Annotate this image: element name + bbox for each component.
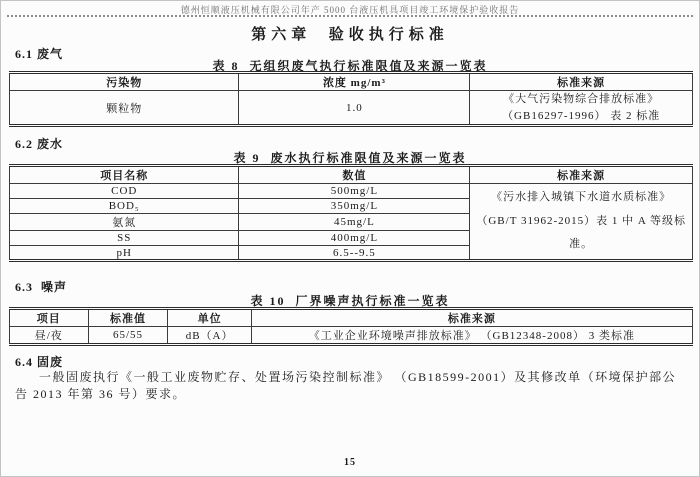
table-row [10,91,693,126]
cell-standard-source: 《大气污染物综合排放标准》 （GB16297-1996） 表 2 标准 [470,91,693,126]
table-header-row [10,73,693,91]
col-header-unit: 单位 [168,309,251,327]
cell-item: 氨氮 [10,214,239,231]
cell-item: pH [10,246,239,261]
table-row [10,184,693,199]
noise-standard-table [9,307,693,346]
section-heading-waste-water: 6.2 废水 [15,137,64,151]
cell-value: 500mg/L [239,184,470,199]
cell-item: SS [10,231,239,246]
col-header-standard-source: 标准来源 [470,166,693,184]
section-heading-noise: 6.3 噪声 [15,280,68,294]
cell-pollutant: 颗粒物 [10,91,239,126]
chapter-title: 第六章 验收执行标准 [251,27,449,43]
page-number: 15 [344,457,356,468]
document-header: 德州恒顺液压机械有限公司年产 5000 台液压机具项目竣工环境保护验收报告 [180,5,520,15]
cell-item: COD [10,184,239,199]
col-header-value: 数值 [239,166,470,184]
col-header-concentration: 浓度 mg/m³ [239,73,470,91]
cell-unit: dB（A） [168,327,251,345]
table-header-row [10,166,693,184]
table-header-row [10,309,693,327]
waste-gas-standard-table [9,71,693,127]
col-header-pollutant: 污染物 [10,73,239,91]
cell-value: 400mg/L [239,231,470,246]
col-header-item: 项目 [10,309,89,327]
cell-day-night: 昼/夜 [10,327,89,345]
cell-value: 45mg/L [239,214,470,231]
section-heading-waste-gas: 6.1 废气 [15,47,64,61]
col-header-standard-value: 标准值 [88,309,168,327]
table10-caption: 表 10 厂界噪声执行标准一览表 [250,294,450,308]
cell-value: 6.5--9.5 [239,246,470,261]
cell-standard-source: 《工业企业环境噪声排放标准》 （GB12348-2008） 3 类标准 [251,327,692,345]
col-header-standard-source: 标准来源 [470,73,693,91]
table-row [10,327,693,345]
table8-caption: 表 8 无组织废气执行标准限值及来源一览表 [212,59,488,73]
waste-water-standard-table [9,164,693,262]
cell-item: BOD₅ [10,199,239,214]
col-header-item-name: 项目名称 [10,166,239,184]
cell-limit: 65/55 [88,327,168,345]
section-heading-solid-waste: 6.4 固废 [15,355,64,369]
cell-standard-source: 《污水排入城镇下水道水质标准》 （GB/T 31962-2015）表 1 中 A 等级标准。 [470,184,693,261]
header-divider [7,15,693,17]
cell-value: 350mg/L [239,199,470,214]
cell-concentration: 1.0 [239,91,470,126]
solid-waste-paragraph: 一般固废执行《一般工业废物贮存、处置场污染控制标准》 （GB18599-2001）及其修改单（环境保护部公告 2013 年第 36 号）要求。 [15,370,677,401]
col-header-standard-source: 标准来源 [251,309,692,327]
table9-caption: 表 9 废水执行标准限值及来源一览表 [233,151,467,165]
